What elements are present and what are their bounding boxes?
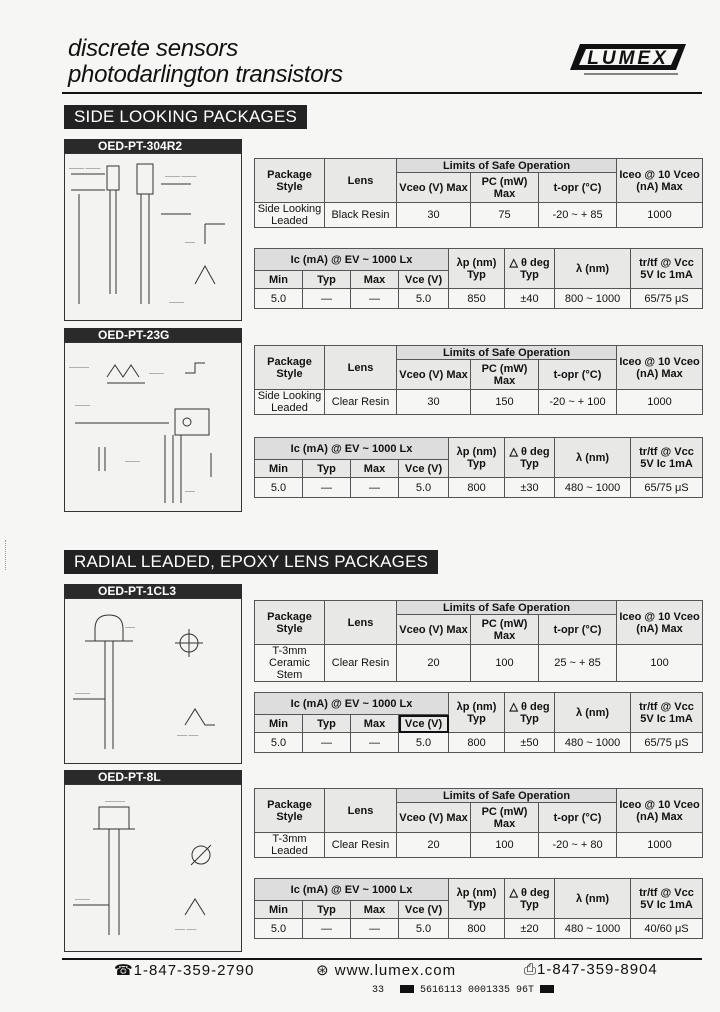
col-lp: λp (nm) Typ [449, 249, 505, 289]
cell-pc: 100 [471, 833, 539, 858]
cell-theta: ±20 [505, 919, 555, 939]
fax-icon: ⎙ [524, 961, 538, 978]
col-package-style: Package Style [255, 601, 325, 645]
col-min: Min [255, 901, 303, 919]
part-label: OED-PT-304R2 [64, 139, 242, 153]
cell-min: 5.0 [255, 919, 303, 939]
cell-style: T-3mm Ceramic Stem [255, 645, 325, 682]
cell-vce: 5.0 [399, 478, 449, 498]
footer-rule [62, 958, 702, 960]
svg-text:———: ——— [169, 300, 184, 306]
cell-min: 5.0 [255, 289, 303, 309]
col-topr: t-opr (°C) [539, 360, 617, 390]
col-max: Max [351, 271, 399, 289]
footer-web-text: www.lumex.com [334, 962, 457, 979]
page-number: 33 [372, 985, 385, 996]
cell-iceo: 100 [617, 645, 703, 682]
limits-table [254, 345, 703, 415]
col-trtf: tr/tf @ Vcc 5V Ic 1mA [631, 693, 703, 733]
cell-lp: 800 [449, 733, 505, 753]
optical-table [254, 437, 703, 498]
col-trtf: tr/tf @ Vcc 5V Ic 1mA [631, 438, 703, 478]
svg-text:——: —— [185, 240, 195, 246]
part-label: OED-PT-1CL3 [64, 584, 242, 598]
col-trtf: tr/tf @ Vcc 5V Ic 1mA [631, 879, 703, 919]
col-package-style: Package Style [255, 159, 325, 203]
footer-web [316, 961, 456, 979]
col-lambda: λ (nm) [555, 693, 631, 733]
barcode-line [400, 985, 554, 996]
cell-lens: Clear Resin [325, 645, 397, 682]
col-min: Min [255, 271, 303, 289]
cell-max: — [351, 478, 399, 498]
cell-lambda: 800 ~ 1000 [555, 289, 631, 309]
section-banner-radial: RADIAL LEADED, EPOXY LENS PACKAGES [64, 550, 438, 574]
col-ic: Ic (mA) @ EV ~ 1000 Lx [255, 249, 449, 271]
cell-min: 5.0 [255, 478, 303, 498]
col-theta: △ θ deg Typ [505, 438, 555, 478]
cell-style: Side Looking Leaded [255, 390, 325, 415]
footer-fax [524, 961, 658, 978]
cell-typ: — [303, 919, 351, 939]
col-typ: Typ [303, 460, 351, 478]
col-lens: Lens [325, 789, 397, 833]
svg-text:———: ——— [125, 459, 140, 465]
logo-text: LUMEX [587, 48, 669, 69]
cell-topr: -20 ~ + 100 [539, 390, 617, 415]
cell-theta: ±40 [505, 289, 555, 309]
cell-typ: — [303, 733, 351, 753]
cell-typ: — [303, 289, 351, 309]
col-max: Max [351, 715, 399, 733]
col-limits: Limits of Safe Operation [397, 159, 617, 173]
cell-pc: 150 [471, 390, 539, 415]
cell-lambda: 480 ~ 1000 [555, 478, 631, 498]
col-ic: Ic (mA) @ EV ~ 1000 Lx [255, 879, 449, 901]
svg-text:———: ——— [149, 371, 164, 377]
package-drawing [64, 598, 242, 764]
cell-lp: 800 [449, 919, 505, 939]
package-drawing [64, 342, 242, 512]
col-min: Min [255, 460, 303, 478]
cell-min: 5.0 [255, 733, 303, 753]
svg-text:——: —— [185, 489, 195, 495]
cell-max: — [351, 919, 399, 939]
margin-dots [5, 540, 8, 570]
optical-table [254, 878, 703, 939]
cell-vceo: 20 [397, 645, 471, 682]
lumex-logo [566, 38, 692, 80]
cell-max: — [351, 289, 399, 309]
part-label: OED-PT-8L [64, 770, 242, 784]
cell-lens: Black Resin [325, 203, 397, 228]
cell-iceo: 1000 [617, 833, 703, 858]
col-package-style: Package Style [255, 346, 325, 390]
col-theta: △ θ deg Typ [505, 693, 555, 733]
cell-topr: -20 ~ + 85 [539, 203, 617, 228]
col-limits: Limits of Safe Operation [397, 346, 617, 360]
svg-text:———: ——— [75, 897, 90, 903]
col-limits: Limits of Safe Operation [397, 789, 617, 803]
optical-table [254, 692, 703, 753]
col-vceo: Vceo (V) Max [397, 803, 471, 833]
cell-trtf: 65/75 μS [631, 478, 703, 498]
header-rule [62, 92, 702, 94]
cell-lambda: 480 ~ 1000 [555, 919, 631, 939]
svg-text:————: ———— [69, 365, 89, 371]
cell-typ: — [303, 478, 351, 498]
cell-trtf: 65/75 μS [631, 733, 703, 753]
header-title [68, 36, 343, 88]
col-vceo: Vceo (V) Max [397, 615, 471, 645]
cell-lens: Clear Resin [325, 390, 397, 415]
cell-lambda: 480 ~ 1000 [555, 733, 631, 753]
cell-theta: ±50 [505, 733, 555, 753]
col-max: Max [351, 460, 399, 478]
footer-fax-text: 1-847-359-8904 [537, 961, 658, 978]
col-pc: PC (mW) Max [471, 173, 539, 203]
package-drawing [64, 153, 242, 321]
cell-topr: 25 ~ + 85 [539, 645, 617, 682]
block-mark-icon [400, 985, 414, 993]
col-topr: t-opr (°C) [539, 615, 617, 645]
cell-theta: ±30 [505, 478, 555, 498]
part-label: OED-PT-23G [64, 328, 242, 342]
section-banner-side: SIDE LOOKING PACKAGES [64, 105, 307, 129]
cell-lp: 850 [449, 289, 505, 309]
col-pc: PC (mW) Max [471, 803, 539, 833]
col-ic: Ic (mA) @ EV ~ 1000 Lx [255, 438, 449, 460]
cell-vceo: 20 [397, 833, 471, 858]
col-lambda: λ (nm) [555, 879, 631, 919]
limits-table [254, 158, 703, 228]
cell-pc: 75 [471, 203, 539, 228]
cell-vceo: 30 [397, 390, 471, 415]
cell-lens: Clear Resin [325, 833, 397, 858]
col-topr: t-opr (°C) [539, 173, 617, 203]
svg-text:——— ———: ——— ——— [165, 174, 197, 180]
col-ic: Ic (mA) @ EV ~ 1000 Lx [255, 693, 449, 715]
cell-pc: 100 [471, 645, 539, 682]
limits-table [254, 788, 703, 858]
col-limits: Limits of Safe Operation [397, 601, 617, 615]
col-vce: Vce (V) [399, 460, 449, 478]
col-lens: Lens [325, 346, 397, 390]
cell-vce: 5.0 [399, 919, 449, 939]
cell-trtf: 40/60 μS [631, 919, 703, 939]
col-pc: PC (mW) Max [471, 615, 539, 645]
cell-topr: -20 ~ + 80 [539, 833, 617, 858]
col-lambda: λ (nm) [555, 438, 631, 478]
col-theta: △ θ deg Typ [505, 879, 555, 919]
col-trtf: tr/tf @ Vcc 5V Ic 1mA [631, 249, 703, 289]
col-pc: PC (mW) Max [471, 360, 539, 390]
col-vce: Vce (V) [399, 271, 449, 289]
cell-vce: 5.0 [399, 289, 449, 309]
block-mark-icon [540, 985, 554, 993]
cell-style: Side Looking Leaded [255, 203, 325, 228]
col-iceo: Iceo @ 10 Vceo (nA) Max [617, 159, 703, 203]
svg-text:————: ———— [105, 799, 125, 805]
svg-text:———: ——— [75, 403, 90, 409]
cell-style: T-3mm Leaded [255, 833, 325, 858]
col-typ: Typ [303, 901, 351, 919]
svg-text:—— ——: —— —— [177, 733, 199, 739]
col-iceo: Iceo @ 10 Vceo (nA) Max [617, 601, 703, 645]
svg-text:——— ———: ——— ——— [69, 166, 101, 172]
col-lens: Lens [325, 601, 397, 645]
col-vceo: Vceo (V) Max [397, 360, 471, 390]
col-lambda: λ (nm) [555, 249, 631, 289]
col-vce: Vce (V) [399, 715, 449, 733]
col-iceo: Iceo @ 10 Vceo (nA) Max [617, 789, 703, 833]
col-min: Min [255, 715, 303, 733]
col-vce: Vce (V) [399, 901, 449, 919]
col-topr: t-opr (°C) [539, 803, 617, 833]
globe-icon: ⊛ [316, 962, 335, 979]
col-package-style: Package Style [255, 789, 325, 833]
cell-iceo: 1000 [617, 390, 703, 415]
svg-text:———: ——— [75, 691, 90, 697]
col-lens: Lens [325, 159, 397, 203]
col-lp: λp (nm) Typ [449, 879, 505, 919]
cell-vceo: 30 [397, 203, 471, 228]
svg-text:——: —— [125, 625, 135, 631]
limits-table [254, 600, 703, 682]
cell-trtf: 65/75 μS [631, 289, 703, 309]
col-lp: λp (nm) Typ [449, 438, 505, 478]
doc-code: 5616113 0001335 96T [420, 985, 535, 996]
header-line-1: discrete sensors [68, 35, 238, 62]
col-lp: λp (nm) Typ [449, 693, 505, 733]
svg-text:—— ——: —— —— [175, 927, 197, 933]
cell-vce: 5.0 [399, 733, 449, 753]
col-typ: Typ [303, 715, 351, 733]
cell-max: — [351, 733, 399, 753]
col-vceo: Vceo (V) Max [397, 173, 471, 203]
package-drawing [64, 784, 242, 952]
col-iceo: Iceo @ 10 Vceo (nA) Max [617, 346, 703, 390]
col-max: Max [351, 901, 399, 919]
cell-iceo: 1000 [617, 203, 703, 228]
footer-phone: ☎1-847-359-2790 [114, 962, 255, 979]
optical-table [254, 248, 703, 309]
cell-lp: 800 [449, 478, 505, 498]
col-theta: △ θ deg Typ [505, 249, 555, 289]
header-line-2: photodarlington transistors [68, 61, 343, 88]
col-typ: Typ [303, 271, 351, 289]
